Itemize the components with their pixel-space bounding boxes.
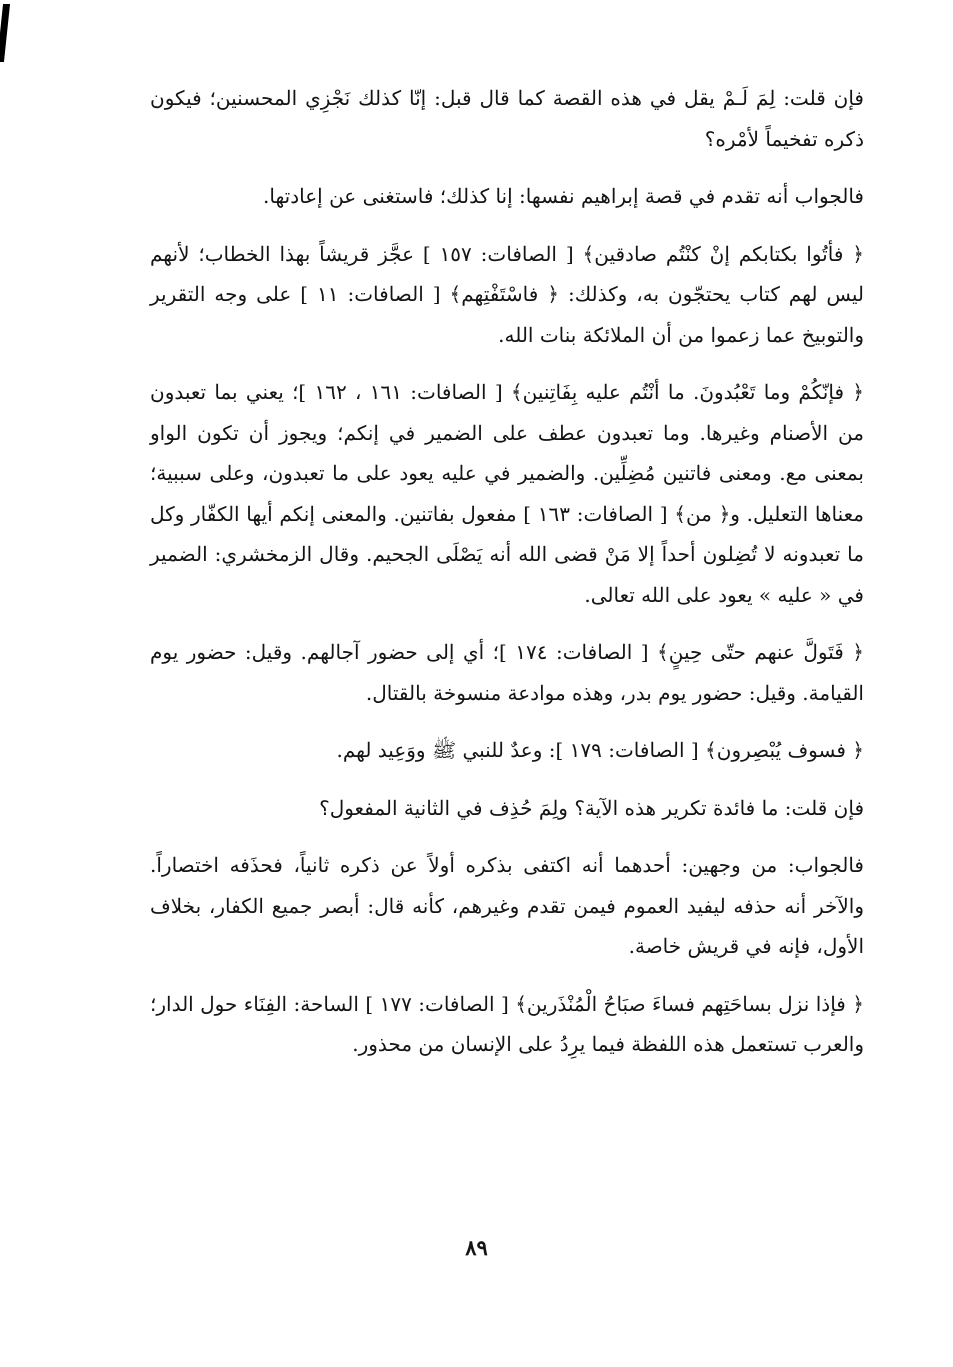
paragraph-6: ﴿ فسوف يُبْصِرون﴾ [ الصافات: ١٧٩ ]: وعدٌ للنبي ﷺ ووَعِيد لهم.: [336, 738, 864, 762]
paragraph-1: فإن قلت: لِمَ لَـمْ يقل في هذه القصة كما قال قبل: إنّا كذلك نَجْزِي المحسنين؛ فيكون ذكره تفخيماً لأمْره؟: [150, 86, 864, 151]
paragraph-5: ﴿ فَتَولَّ عنهم حتّى حِينٍ﴾ [ الصافات: ١٧٤ ]؛ أي إلى حضور آجالهم. وقيل: حضور يوم القيامة. وقيل: حضور يوم بدر، وهذه موادعة منسوخة بالقتال.: [150, 640, 865, 705]
paragraph-2: فالجواب أنه تقدم في قصة إبراهيم نفسها: إنا كذلك؛ فاستغنى عن إعادتها.: [263, 184, 864, 208]
paragraph-9: ﴿ فإذا نزل بساحَتِهم فساءَ صبَاحُ الْمُنْذَرين﴾ [ الصافات: ١٧٧ ] الساحة: الفِنَاء حول الدار؛ والعرب تستعمل هذه اللفظة فيما يرِدُ على الإنسان من محذور.: [150, 991, 865, 1056]
page-edge-mark: [0, 4, 10, 62]
paragraph-4: ﴿ فإنّكُمْ وما تَعْبُدونَ. ما أنْتُم عليه بِفَاتِنين﴾ [ الصافات: ١٦١ ، ١٦٢ ]؛ يعني بما تعبدون من الأصنام وغيرها. وما تعبدون عطف على الضمير في إنكم؛ ويجوز أن تكون الواو بمعنى مع. ومعنى فاتنين مُضِلِّين. والضمير في عليه يعود على ما تعبدون، وعلى سببية؛ معناها التعليل. و﴿ من﴾ [ الصافات: ١٦٣ ] مفعول بفاتنين. والمعنى إنكم أيها الكفّار وكل ما تعبدونه لا تُضِلون أحداً إلا مَنْ قضى الله أنه يَصْلَى الجحيم. وقال الزمخشري: الضمير في « عليه » يعود على الله تعالى.: [150, 380, 865, 607]
paragraph-3: ﴿ فأتُوا بكتابكم إنْ كنْتُم صادقين﴾ [ الصافات: ١٥٧ ] عجَّز قريشاً بهذا الخطاب؛ لأنهم ليس لهم كتاب يحتجّون به، وكذلك: ﴿ فاسْتَفْتِهم﴾ [ الصافات: ١١ ] على وجه التقرير والتوبيخ عما زعموا من أن الملائكة بنات الله.: [150, 241, 865, 347]
paragraph-7: فإن قلت: ما فائدة تكرير هذه الآية؟ ولِمَ حُذِف في الثانية المفعول؟: [319, 795, 864, 820]
paragraph-8: فالجواب: من وجهين: أحدهما أنه اكتفى بذكره أولاً عن ذكره ثانياً، فحذَفه اختصاراً. والآخر أنه حذفه ليفيد العموم فيمن تقدم وغيرهم، كأنه قال: أبصر جميع الكفار، بخلاف الأول، فإنه في قريش خاصة.: [150, 853, 864, 958]
page-number: ٨٩: [465, 1235, 488, 1260]
page-body: [150, 78, 864, 1082]
